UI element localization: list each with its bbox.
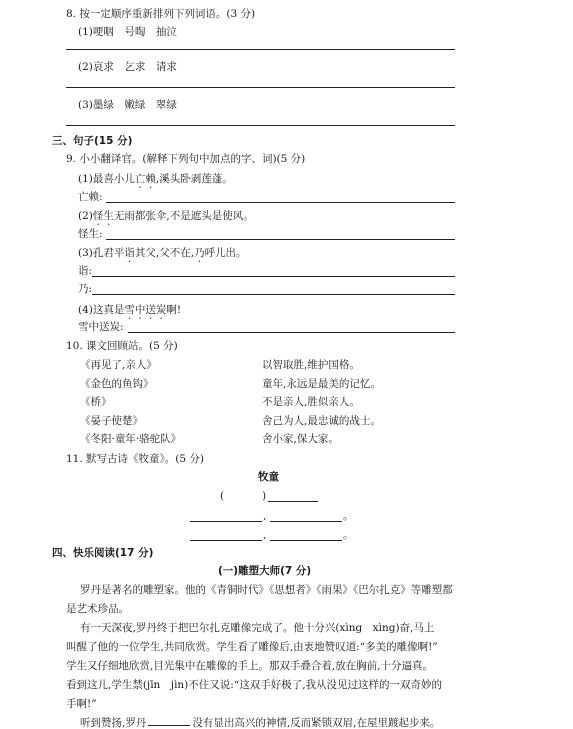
q9-label-4: 雪中送炭: <box>78 321 124 333</box>
q10-right-4[interactable]: 舍己为人,最忠诚的战士。 <box>262 415 381 427</box>
period: 。 <box>343 529 354 541</box>
paren-right: ) <box>262 490 267 502</box>
q9-label-1: 亡赖: <box>78 191 103 203</box>
q10-title: 10. 课文回顾站。(5 分) <box>66 340 178 352</box>
q10-left-1[interactable]: 《再见了,亲人》 <box>80 359 157 371</box>
q8-item-3: (3)墨绿 嫩绿 翠绿 <box>78 99 177 111</box>
passage-line: 叫醒了他的一位学生,共同欣赏。学生看了雕像后,由衷地赞叹道:“多美的雕像啊!” <box>66 641 438 653</box>
q11-title: 11. 默写古诗《牧童》。(5 分) <box>66 453 204 465</box>
answer-line[interactable] <box>128 332 455 333</box>
passage-line: 罗丹是著名的雕塑家。他的《青铜时代》《思想者》《雨果》《巴尔扎克》等雕塑都 <box>80 584 453 596</box>
answer-line[interactable] <box>106 202 455 203</box>
answer-line[interactable] <box>66 125 455 126</box>
poem-line[interactable] <box>270 540 342 541</box>
q10-right-3[interactable]: 不是亲人,胜似亲人。 <box>262 396 360 408</box>
poem-line[interactable] <box>190 521 262 522</box>
q10-right-2[interactable]: 童年,永远是最美的记忆。 <box>262 378 381 390</box>
q9-sentence-4: (4)这真是雪中送炭啊! <box>78 304 182 316</box>
q10-right-5[interactable]: 舍小家,保大家。 <box>262 433 339 445</box>
answer-line[interactable] <box>66 49 455 50</box>
q9-label-2: 怪生: <box>78 228 103 240</box>
q8-item-1: (1)哽咽 号啕 抽泣 <box>78 26 177 38</box>
answer-line[interactable] <box>92 276 455 277</box>
poem-line[interactable] <box>270 521 342 522</box>
q9-label-3a: 诣: <box>78 265 93 277</box>
q10-left-2[interactable]: 《金色的鱼钩》 <box>80 378 154 390</box>
answer-line[interactable] <box>92 294 455 295</box>
q9-sentence-3: (3)孔君平诣其父,父不在,乃呼儿出。 <box>78 247 247 259</box>
q9-title: 9. 小小翻译官。(解释下列句中加点的字、词)(5 分) <box>66 153 306 165</box>
passage-line: 手啊!” <box>66 698 97 710</box>
section-heading: 三、句子(15 分) <box>52 135 133 147</box>
q10-left-5[interactable]: 《冬阳·童年·骆驼队》 <box>80 433 182 445</box>
paren-left: ( <box>220 490 225 502</box>
passage-title: (一)雕塑大师(7 分) <box>218 565 312 577</box>
section-heading: 四、快乐阅读(17 分) <box>52 547 154 559</box>
comma: , <box>263 529 267 541</box>
answer-line[interactable] <box>66 87 455 88</box>
passage-line: 是艺术珍品。 <box>66 603 129 615</box>
q10-right-1[interactable]: 以智取胜,维护国格。 <box>262 359 360 371</box>
poem-title: 牧童 <box>258 471 279 483</box>
passage-line: 听到赞扬,罗丹 没有显出高兴的神情,反而紧锁双眉,在屋里踱起步来。 <box>80 717 441 729</box>
q9-sentence-1: (1)最喜小儿亡赖,溪头卧剥莲蓬。 <box>78 173 233 185</box>
passage-line: 有一天深夜,罗丹终于把巴尔扎克雕像完成了。他十分兴(xìng xìng)奋,马上 <box>80 622 435 634</box>
answer-line[interactable] <box>106 239 455 240</box>
period: 。 <box>343 510 354 522</box>
q8-title: 8. 按一定顺序重新排列下列词语。(3 分) <box>66 8 256 20</box>
passage-line: 学生又仔细地欣赏,目光集中在雕像的手上。那双手叠合着,放在胸前,十分逼真。 <box>66 660 434 672</box>
fill-blank[interactable] <box>148 716 190 726</box>
q9-label-3b: 乃: <box>78 283 93 295</box>
passage-line: 看到这儿,学生禁(jīn jìn)不住又说:“这双手好极了,我从没见过这样的一双奇妙的 <box>66 679 443 691</box>
poem-line[interactable] <box>190 540 262 541</box>
q10-left-3[interactable]: 《桥》 <box>80 396 112 408</box>
comma: , <box>263 510 267 522</box>
q8-item-2: (2)哀求 乞求 请求 <box>78 61 177 73</box>
q9-sentence-2: (2)怪生无雨都张伞,不是遮头是使风。 <box>78 210 254 222</box>
q10-left-4[interactable]: 《晏子使楚》 <box>80 415 143 427</box>
poem-author-line[interactable] <box>268 501 318 502</box>
